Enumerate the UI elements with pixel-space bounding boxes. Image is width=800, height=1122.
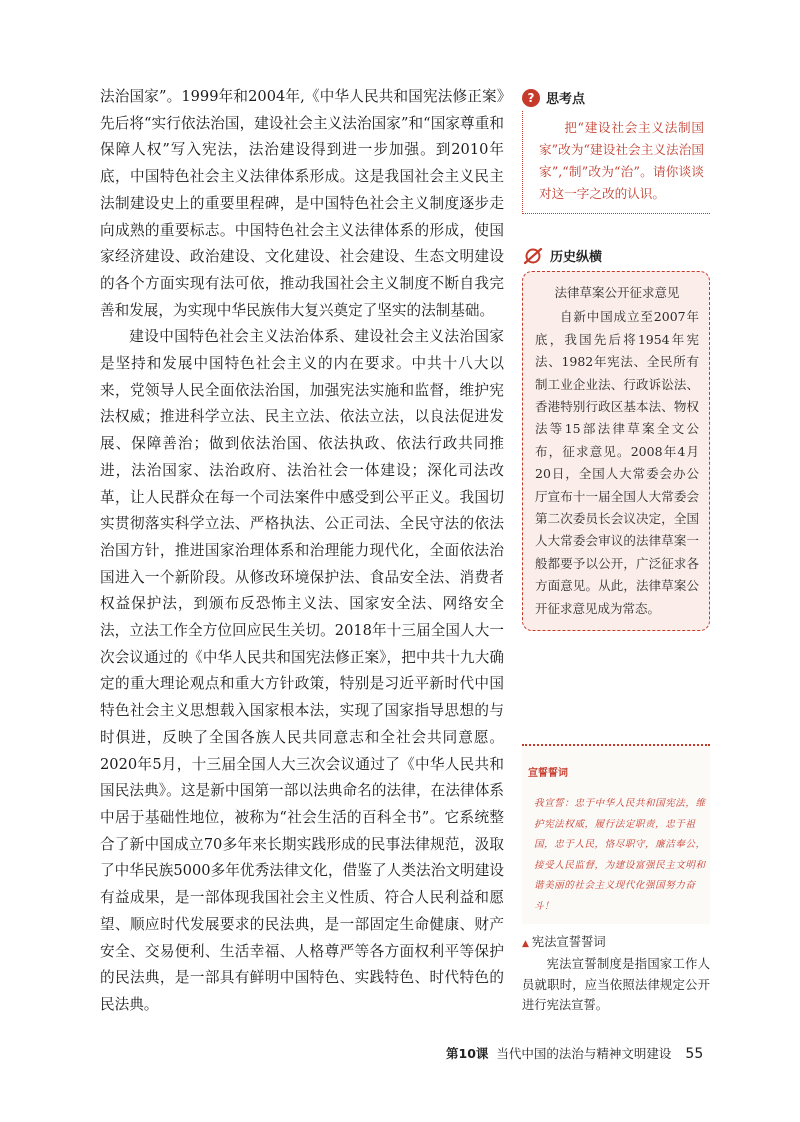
think-point-header xyxy=(522,88,710,107)
history-icon xyxy=(522,247,544,265)
triangle-icon: ▲ xyxy=(522,939,529,949)
question-icon: ? xyxy=(522,89,540,107)
oath-caption-text: 宪法宣誓制度是指国家工作人员就职时，应当依照法律规定公开进行宪法宣誓。 xyxy=(522,957,710,1013)
history-title: 历史纵横 xyxy=(550,250,603,265)
footer-title: 当代中国的法治与精神文明建设 xyxy=(496,1046,672,1061)
history-content xyxy=(522,271,710,631)
page-footer xyxy=(446,1044,716,1062)
footer-lesson: 第10课 xyxy=(446,1046,489,1061)
history-heading: 法律草案公开征求意见 xyxy=(554,285,680,300)
paragraph-2: 建设中国特色社会主义法治体系、建设社会主义法治国家是坚持和发展中国特色社会主义的内在要求。中共十八大以来，党领导人民全面依法治国，加强宪法实施和监督，维护宪法权威；推进科学立法、民主立法、依法立法，以良法促进发展、保障善治；做到依法治国、依法执政、依法行政共同推进，法治国家、法治政府、法治社会一体建设；深化司法改革，让人民群众在每一个司法案件中感受到公平正义。我国切实贯彻落实科学立法、严格执法、公正司法、全民守法的依法治国方针，推进国家治理体系和治理能力现代化，全面依法治国进入一个新阶段。从修改环境保护法、食品安全法、消费者权益保护法，到颁布反恐怖主义法、国家安全法、网络安全法，立法工作全方位回应民生关切。2018年十三届全国人大一次会议通过的《中华人民共和国宪法修正案》，把中共十九大确定的重大理论观点和重大方针政策，特别是习近平新时代中国特色社会主义思想载入国家根本法，实现了国家指导思想的与时俱进，反映了全国各族人民共同意志和全社会共同意愿。2020年5月，十三届全国人大三次会议通过了《中华人民共和国民法典》。这是新中国第一部以法典命名的法律，在法律体系中居于基础性地位，被称为“社会生活的百科全书”。它系统整合了新中国成立70多年来长期实践形成的民事法律规范，汲取了中华民族5000多年优秀法律文化，借鉴了人类法治文明建设有益成果，是一部体现我国社会主义性质、符合人民利益和愿望、顺应时代发展要求的民法典，是一部固定生命健康、财产安全、交易便利、生活幸福、人格尊严等各方面权利平等保护的民法典，是一部具有鲜明中国特色、实践特色、时代特色的民法典。 xyxy=(100,328,504,1013)
oath-caption-title-row xyxy=(522,932,710,954)
oath-image-drawing xyxy=(522,746,710,924)
history-text: 自新中国成立至2007年底，我国先后将1954年宪法、1982年宪法、全民所有制工业企业法、行政诉讼法、香港特别行政区基本法、物权法等15部法律草案全文公布，征求意见。2008年4月20日，全国人大常委会办公厅宣布十一届全国人大常委会第二次委员长会议决定，全国人大常委会审议的法律草案一般都要予以公开，广泛征求各方面意见。从此，法律草案公开征求意见成为常态。 xyxy=(535,309,699,616)
page-number: 55 xyxy=(685,1046,704,1062)
oath-image-title: 宣誓誓词 xyxy=(528,768,568,779)
main-text-column xyxy=(100,84,504,1019)
oath-caption-title: 宪法宣誓誓词 xyxy=(531,935,606,949)
paragraph-1: 法治国家”。1999年和2004年,《中华人民共和国宪法修正案》先后将“实行依法治国，建设社会主义法治国家”和“国家尊重和保障人权”写入宪法，法治建设得到进一步加强。到2010年底，中国特色社会主义法律体系形成。这是我国社会主义民主法制建设史上的重要里程碑，是中国特色社会主义制度逐步走向成熟的重要标志。中国特色社会主义法律体系的形成，使国家经济建设、政治建设、文化建设、社会建设、生态文明建设的各个方面实现有法可依，推动我国社会主义制度不断自我完善和发展，为实现中华民族伟大复兴奠定了坚实的法制基础。 xyxy=(100,88,504,319)
oath-image-text: 我宣誓：忠于中华人民共和国宪法，维护宪法权威，履行法定职责，忠于祖国，忠于人民，恪尽职守，廉洁奉公，接受人民监督，为建设富强民主文明和谐美丽的社会主义现代化强国努力奋斗！ xyxy=(534,798,706,912)
think-point-box xyxy=(522,88,710,214)
think-point-title: 思考点 xyxy=(546,92,586,107)
oath-caption xyxy=(522,932,710,1016)
history-box xyxy=(522,246,710,631)
think-point-text: 把“建设社会主义法制国家”改为“建设社会主义法治国家”,“制”改为“治”。请你谈谈对这一字之改的认识。 xyxy=(522,111,710,214)
history-header xyxy=(522,246,710,265)
oath-handwriting-image xyxy=(522,744,710,924)
